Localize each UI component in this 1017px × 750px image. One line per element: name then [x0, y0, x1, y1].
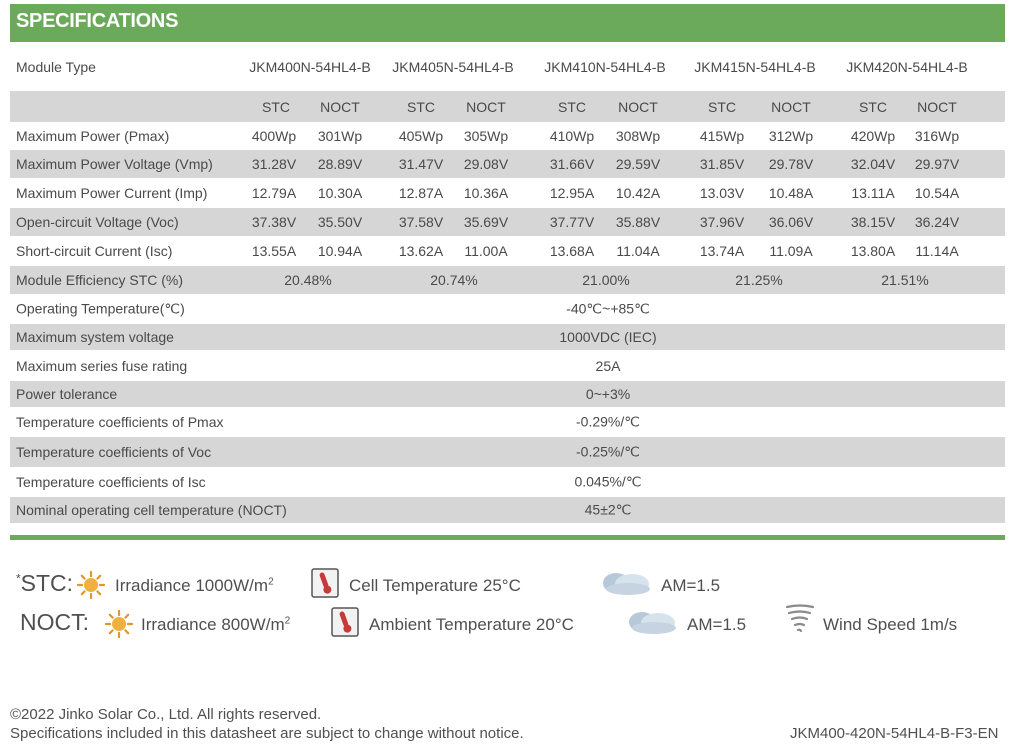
cell-value: 10.48A	[768, 185, 814, 201]
cell-value: -40℃~+85℃	[566, 300, 650, 317]
row-label: Power tolerance	[16, 386, 118, 402]
condition-label: STC	[262, 98, 290, 115]
condition-label: STC	[407, 98, 435, 115]
cell-value: -0.29%/℃	[576, 413, 640, 430]
cell-value: 0.045%/℃	[574, 473, 642, 490]
spec-row-temp-coeff-isc	[10, 467, 1005, 497]
cell-value: 36.06V	[768, 214, 814, 230]
stc-air-mass: AM=1.5	[661, 576, 721, 595]
section-divider	[10, 535, 1005, 540]
spec-row-max-fuse-rating	[10, 350, 1005, 381]
thermometer-icon	[330, 606, 360, 638]
row-label: Temperature coefficients of Isc	[16, 474, 206, 490]
copyright-text: ©2022 Jinko Solar Co., Ltd. All rights reserved.	[10, 706, 322, 723]
cell-value: 10.30A	[317, 185, 363, 201]
spec-row-noct	[10, 497, 1005, 523]
cell-value: 13.11A	[851, 185, 895, 201]
cell-value: 31.28V	[251, 156, 297, 172]
cell-value: 301Wp	[317, 128, 363, 144]
cell-value: 13.55A	[251, 243, 297, 259]
cell-value: 1000VDC (IEC)	[559, 329, 657, 345]
section-header	[10, 4, 1005, 42]
cell-value: 11.14A	[915, 243, 959, 259]
cell-value: 31.85V	[699, 156, 745, 172]
footnote-marker: *	[16, 571, 21, 586]
model-name: JKM410N-54HL4-B	[544, 59, 666, 75]
cell-value: 11.09A	[769, 243, 813, 259]
cell-value: 13.74A	[699, 243, 745, 259]
cell-value: 405Wp	[398, 128, 444, 144]
cell-value: 410Wp	[549, 128, 595, 144]
noct-irradiance: Irradiance $800W/m^2$	[141, 615, 291, 634]
stc-irradiance: Irradiance $1000W/m^2$	[115, 576, 274, 595]
cell-value: 13.03V	[699, 185, 745, 201]
spec-row-efficiency	[10, 266, 1005, 294]
cell-value: 28.89V	[317, 156, 363, 172]
cell-value: 0~+3%	[585, 386, 631, 402]
cell-value: 21.00%	[582, 272, 630, 288]
cell-value: 420Wp	[850, 128, 896, 144]
model-name: JKM400N-54HL4-B	[249, 59, 371, 75]
cell-value: 25A	[595, 357, 621, 374]
cell-value: -0.25%/℃	[576, 443, 640, 460]
cell-value: 21.51%	[881, 272, 929, 288]
cell-value: 10.94A	[317, 243, 363, 259]
cell-value: 12.95A	[549, 185, 595, 201]
sun-icon	[104, 609, 134, 639]
noct-wind-speed: Wind Speed 1m/s	[823, 615, 958, 634]
condition-label: NOCT	[618, 98, 658, 115]
spec-row-operating-temperature	[10, 294, 1005, 324]
disclaimer-text: Specifications included in this datasheet are subject to change without notice.	[10, 725, 524, 742]
condition-label: NOCT	[320, 98, 360, 115]
cell-value: 305Wp	[463, 128, 509, 144]
cell-value: 35.88V	[615, 214, 661, 230]
cell-value: 13.80A	[850, 243, 896, 259]
cloud-icon	[600, 568, 652, 596]
cell-value: 10.42A	[615, 185, 661, 201]
cell-value: 35.69V	[463, 214, 509, 230]
spec-row-power-tolerance	[10, 381, 1005, 407]
cell-value: 12.79A	[251, 185, 297, 201]
cell-value: 312Wp	[768, 128, 814, 144]
cell-value: 32.04V	[850, 156, 896, 172]
model-name: JKM420N-54HL4-B	[846, 59, 968, 75]
cell-value: 13.62A	[398, 243, 444, 259]
cell-value: 20.48%	[284, 272, 332, 288]
row-label: Temperature coefficients of Pmax	[16, 414, 224, 430]
model-name: JKM405N-54HL4-B	[392, 59, 514, 75]
spec-row-vmp	[10, 150, 1005, 178]
noct-ambient-temperature: Ambient Temperature 20°C	[369, 615, 574, 634]
section-title: SPECIFICATIONS	[16, 10, 179, 32]
condition-label: STC	[558, 98, 586, 115]
condition-label: NOCT	[771, 98, 811, 115]
condition-label: NOCT	[466, 98, 506, 115]
row-label: Maximum Power Voltage (Vmp)	[16, 156, 213, 172]
cell-value: 21.25%	[735, 272, 783, 288]
noct-air-mass: AM=1.5	[687, 615, 747, 634]
row-label: Operating Temperature(℃)	[16, 300, 185, 317]
cell-value: 400Wp	[251, 128, 297, 144]
row-label: Temperature coefficients of Voc	[16, 444, 212, 460]
cell-value: 45±2℃	[584, 501, 632, 518]
noct-label: NOCT:	[20, 609, 89, 635]
row-label: Nominal operating cell temperature (NOCT)	[16, 502, 287, 518]
cell-value: 316Wp	[914, 128, 960, 144]
cell-value: 29.78V	[768, 156, 814, 172]
condition-label: NOCT	[917, 98, 957, 115]
cell-value: 38.15V	[850, 214, 896, 230]
cell-value: 11.00A	[464, 243, 508, 259]
row-label: Maximum Power (Pmax)	[16, 128, 170, 144]
sun-icon	[76, 570, 106, 600]
row-label: Short-circuit Current (Isc)	[16, 243, 173, 259]
cell-value: 10.54A	[914, 185, 960, 201]
spec-row-isc	[10, 236, 1005, 266]
stc-cell-temperature: Cell Temperature 25°C	[349, 576, 521, 595]
row-label: Maximum Power Current (Imp)	[16, 185, 208, 201]
cell-value: 10.36A	[463, 185, 509, 201]
spec-row-max-system-voltage	[10, 324, 1005, 350]
cell-value: 37.96V	[699, 214, 745, 230]
cell-value: 37.58V	[398, 214, 444, 230]
row-label: Module Type	[16, 59, 96, 75]
cell-value: 29.59V	[615, 156, 661, 172]
row-label: Maximum series fuse rating	[16, 357, 188, 374]
row-label: Module Efficiency STC (%)	[16, 272, 184, 288]
condition-label: STC	[859, 98, 887, 115]
spec-row-pmax	[10, 122, 1005, 150]
row-label: Open-circuit Voltage (Voc)	[16, 214, 179, 230]
cell-value: 308Wp	[615, 128, 661, 144]
conditions-row	[10, 91, 1005, 122]
cell-value: 37.77V	[549, 214, 595, 230]
document-code: JKM400-420N-54HL4-B-F3-EN	[790, 725, 999, 742]
cell-value: 31.66V	[549, 156, 595, 172]
spec-row-temp-coeff-voc	[10, 437, 1005, 467]
cell-value: 13.68A	[549, 243, 595, 259]
spec-row-voc	[10, 208, 1005, 236]
row-label: Maximum system voltage	[16, 329, 174, 345]
cell-value: 37.38V	[251, 214, 297, 230]
cell-value: 11.04A	[616, 243, 660, 259]
spec-row-temp-coeff-pmax	[10, 407, 1005, 437]
cell-value: 35.50V	[317, 214, 363, 230]
condition-label: STC	[708, 98, 736, 115]
cell-value: 415Wp	[699, 128, 745, 144]
cell-value: 12.87A	[398, 185, 444, 201]
cell-value: 36.24V	[914, 214, 960, 230]
cell-value: 29.08V	[463, 156, 509, 172]
cell-value: 20.74%	[430, 272, 478, 288]
module-type-row	[10, 52, 1005, 82]
tornado-icon	[784, 603, 816, 637]
cell-value: 29.97V	[914, 156, 960, 172]
cloud-icon	[626, 607, 678, 635]
spec-row-imp	[10, 178, 1005, 208]
model-name: JKM415N-54HL4-B	[694, 59, 816, 75]
cell-value: 31.47V	[398, 156, 444, 172]
thermometer-icon	[310, 567, 340, 599]
stc-label: *STC:	[16, 570, 74, 596]
